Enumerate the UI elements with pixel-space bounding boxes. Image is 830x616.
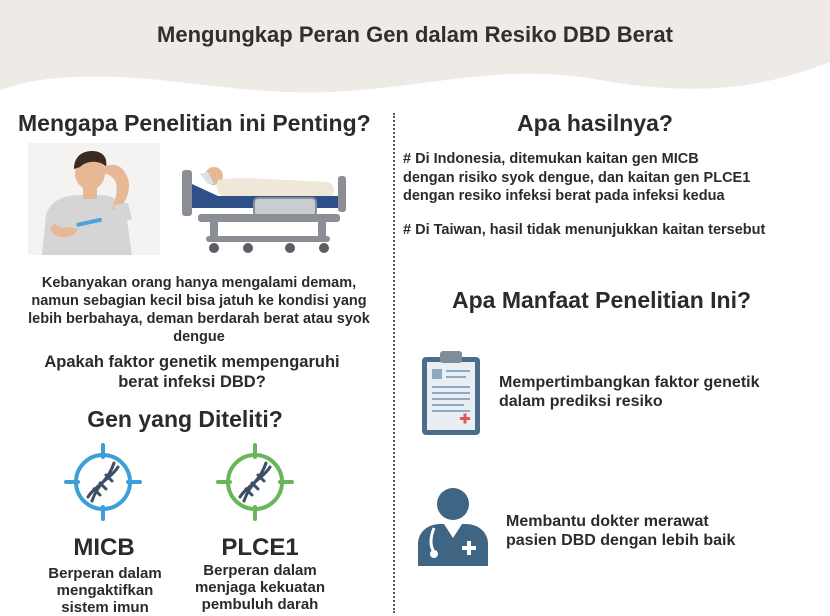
results-taiwan: # Di Taiwan, hasil tidak menunjukkan kaitan tersebut (403, 222, 766, 238)
benefit-line: Mempertimbangkan faktor genetik (499, 374, 760, 391)
page-title: Mengungkap Peran Gen dalam Resiko DBD Berat (157, 22, 673, 47)
clipboard-icon (420, 349, 482, 437)
dna-icon (216, 443, 294, 521)
benefit-line: dalam prediksi resiko (499, 393, 663, 410)
gene-desc-line: menjaga kekuatan (194, 579, 326, 596)
gene-desc-line: mengaktifkan (56, 582, 154, 599)
dna-icon (64, 443, 142, 521)
research-question (0, 352, 384, 392)
benefit-line: pasien DBD dengan lebih baik (506, 532, 736, 549)
benefit-2-text (506, 512, 735, 550)
question-line-1: Apakah faktor genetik mempengaruhi (44, 353, 340, 371)
results-heading: Apa hasilnya? (517, 110, 673, 136)
question-line-2: berat infeksi DBD? (118, 373, 266, 391)
hospital-bed-illustration (178, 150, 350, 254)
gene-name-plce1: PLCE1 (221, 534, 299, 561)
genes-heading: Gen yang Diteliti? (87, 406, 283, 432)
fever-person-illustration (28, 143, 160, 255)
result-line-3: dengan resiko infeksi berat pada infeksi kedua (403, 188, 725, 204)
doctor-icon (416, 486, 490, 566)
benefit-heading: Apa Manfaat Penelitian Ini? (452, 287, 752, 313)
benefit-line: Membantu dokter merawat (506, 513, 709, 530)
gene-desc-line: pembuluh darah (201, 596, 319, 613)
gene-desc-line: sistem imun (61, 599, 149, 616)
gene-desc-line: Berperan dalam (203, 562, 317, 579)
gene-desc-micb (30, 565, 180, 616)
results-indonesia (403, 150, 750, 206)
result-line-1: # Di Indonesia, ditemukan kaitan gen MICB (403, 151, 699, 167)
gene-desc-plce1 (185, 562, 335, 613)
why-heading: Mengapa Penelitian ini Penting? (18, 110, 371, 136)
gene-desc-line: Berperan dalam (48, 565, 162, 582)
why-explanation (4, 274, 394, 346)
gene-name-micb: MICB (73, 534, 135, 561)
column-divider (393, 113, 395, 613)
benefit-1-text (499, 373, 760, 411)
result-line-2: dengan risiko syok dengue, dan kaitan gen PLCE1 (403, 169, 751, 186)
why-line-1: Kebanyakan orang hanya mengalami demam, (41, 275, 357, 291)
why-line-2: namun sebagian kecil bisa jatuh ke kondisi yang (31, 293, 367, 309)
why-line-3: lebih berbahaya, deman berdarah berat atau syok dengue (28, 311, 370, 345)
header-background (0, 0, 830, 100)
